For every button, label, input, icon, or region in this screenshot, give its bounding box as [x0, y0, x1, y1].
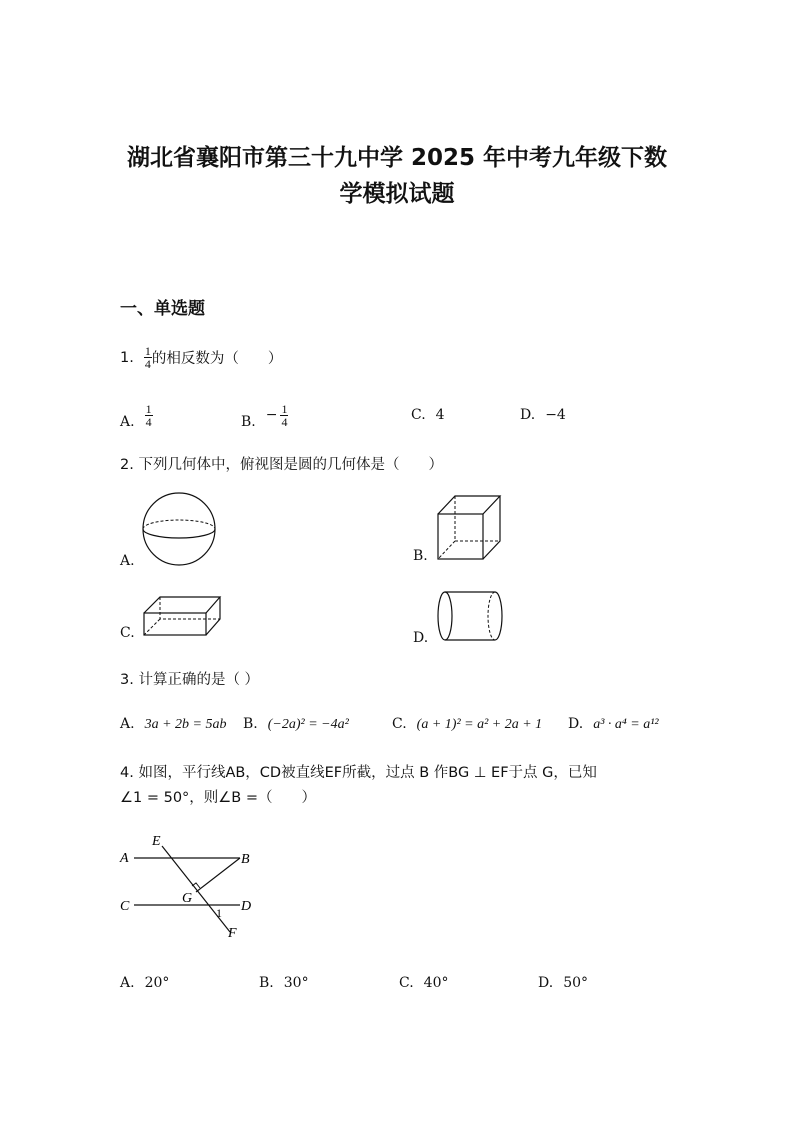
- cuboid-figure[interactable]: [140, 593, 224, 639]
- q4-option-b[interactable]: B. 30°: [259, 975, 309, 991]
- parallel-lines-figure[interactable]: [112, 825, 272, 945]
- q2-option-b-label: B.: [413, 548, 428, 564]
- label-C: C: [120, 899, 130, 914]
- question-4-line-2: ∠1 = 50°，则∠B =（ ）: [120, 790, 316, 806]
- label-A: A: [120, 851, 129, 866]
- q3-option-d[interactable]: D. a³ · a⁴ = a¹²: [568, 716, 659, 732]
- section-heading: 一、单选题: [120, 299, 205, 319]
- angle-1-label: 1: [216, 906, 222, 920]
- label-B: B: [241, 852, 250, 867]
- q1-option-b[interactable]: B. − $\frac{1}{4}$: [241, 401, 288, 430]
- q1-option-a[interactable]: A. $\frac{1}{4}$: [120, 401, 152, 430]
- q3-option-b[interactable]: B. (−2a)² = −4a²: [243, 716, 349, 732]
- label-G: G: [182, 891, 193, 906]
- sphere-figure[interactable]: [140, 490, 220, 570]
- title-line-2: 学模拟试题: [339, 181, 455, 207]
- q2-option-a-label: A.: [120, 553, 135, 569]
- question-1-stem: 的相反数为（ ）: [151, 351, 283, 367]
- q2-option-c-label: C.: [120, 625, 135, 641]
- question-1-number: 1.: [120, 349, 134, 366]
- label-D: D: [241, 899, 252, 914]
- label-E: E: [152, 834, 161, 849]
- cube-figure[interactable]: [435, 492, 505, 564]
- q4-option-d[interactable]: D. 50°: [538, 975, 589, 991]
- label-F: F: [228, 926, 237, 941]
- question-4-line-1: 4. 如图，平行线AB，CD被直线EF所截，过点 B 作BG ⊥ EF于点 G，已知: [120, 765, 597, 781]
- q1-option-c[interactable]: C. 4: [411, 407, 445, 423]
- cylinder-figure[interactable]: [434, 589, 508, 645]
- title-line-1: 湖北省襄阳市第三十九中学 2025 年中考九年级下数: [126, 145, 668, 171]
- q3-option-c[interactable]: C. (a + 1)² = a² + 2a + 1: [392, 716, 543, 732]
- question-3: 3. 计算正确的是（ ）: [120, 672, 260, 688]
- q2-option-d-label: D.: [413, 630, 429, 646]
- question-1-fraction: $\frac{1}{4}$: [144, 344, 151, 371]
- q4-option-c[interactable]: C. 40°: [399, 975, 449, 991]
- q3-option-a[interactable]: A. 3a + 2b = 5ab: [120, 716, 227, 732]
- page-title: [0, 140, 794, 212]
- question-2: 2. 下列几何体中，俯视图是圆的几何体是（ ）: [120, 457, 443, 473]
- q4-option-a[interactable]: A. 20°: [120, 975, 170, 991]
- question-1: [120, 345, 282, 370]
- q1-option-d[interactable]: D. −4: [520, 407, 566, 423]
